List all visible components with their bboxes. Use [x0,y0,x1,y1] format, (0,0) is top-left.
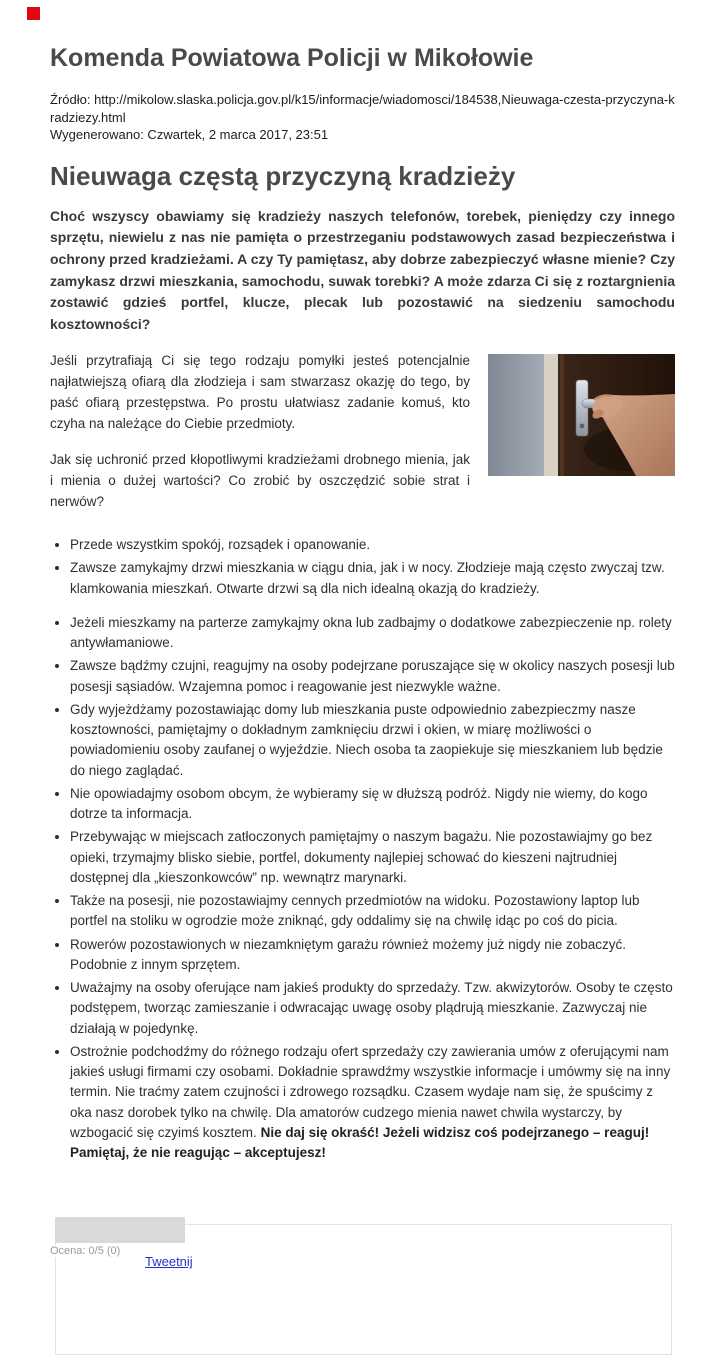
page-title: Komenda Powiatowa Policji w Mikołowie [50,44,534,72]
list-item [70,784,675,825]
bullet-text: Zawsze zamykajmy drzwi mieszkania w ciągu dnia, jak i w nocy. Złodzieje mają często zwyczaj tzw. klamkowania mieszkań. Otwarte drzwi są dla nich idealną okazją do kradzieży. [70,560,665,596]
red-marker [27,7,40,20]
bullet-text: Jeżeli mieszkamy na parterze zamykajmy okna lub zadbajmy o dodatkowe zabezpieczenie np. rolety antywłamaniowe. [70,614,672,651]
bullet-text: Przebywając w miejscach zatłoczonych pamiętajmy o naszym bagażu. Nie pozostawiajmy go bez opieki, trzymajmy blisko siebie, portfel, dokumenty najlepiej schować do kieszeni najtrudniej dostępnej dla „kieszonkowców” np. wewnątrz marynarki. [70,829,653,885]
list-item [70,558,675,599]
bullet-text: Zawsze bądźmy czujni, reagujmy na osoby podejrzane poruszające się w okolicy naszych posesji lub posesji sąsiadów. Wzajemna pomoc i reagowanie jest niezwykle ważne. [70,658,675,694]
bullet-groups [50,529,675,1163]
bullet-list [50,613,675,1164]
share-box [55,1224,672,1355]
list-item [70,656,675,697]
source-line: Źródło: http://mikolow.slaska.policja.gov.pl/k15/informacje/wiadomosci/184538,Nieuwaga-czesta-przyczyna-kradziezy.html [50,92,675,125]
list-item [70,935,675,976]
generated-line: Wygenerowano: Czwartek, 2 marca 2017, 23:51 [50,127,329,143]
list-item [70,978,675,1039]
article-lead: Choć wszyscy obawiamy się kradzieży naszych telefonów, torebek, pieniędzy czy innego sprzętu, niewielu z nas nie pamięta o przestrzeganiu podstawowych zasad bezpieczeństwa i ochrony przed kradzieżami. A czy Ty pamiętasz, aby dobrze zabezpieczyć własne mienie? Czy zamykasz drzwi mieszkania, samochodu, suwak torebki? A może zdarza Ci się z roztargnienia zostawić gdzieś portfel, klucze, plecak lub pozostawić na siedzeniu samochodu kosztowności? [50,207,675,333]
article-body [50,351,675,1164]
list-item [70,1042,675,1164]
list-item [70,535,675,555]
list-item [70,827,675,888]
rating-label: Ocena: 0/5 (0) [50,1245,124,1257]
door-photo-illustration [488,354,675,476]
list-item [70,891,675,932]
bullet-text: Rowerów pozostawionych w niezamkniętym garażu również możemy już nigdy nie zobaczyć. Podobnie z innym sprzętem. [70,936,626,972]
list-item [70,700,675,781]
article-paragraph: Jeśli przytrafiają Ci się tego rodzaju pomyłki jesteś potencjalnie najłatwiejszą ofiarą dla złodzieja i sam stwarzasz okazję do tego, by paść ofiarą przestępstwa. Po prostu ułatwiasz zadanie komuś, kto czyha na należące do Ciebie przedmioty. [50,352,470,431]
article-paragraph: Jak się uchronić przed kłopotliwymi kradzieżami drobnego mienia, jak i mienia o dużej wartości? Co zrobić by oszczędzić sobie strat i nerwów? [50,452,470,510]
tweet-link[interactable]: Tweetnij [145,1254,193,1270]
bullet-text: Ostrożnie podchodźmy do różnego rodzaju ofert sprzedaży czy zawierania umów z oferującymi nam jakieś usługi firmami czy osobami. Dokładnie sprawdźmy wszystkie informacje i umówmy się na inny termin. Nie traćmy zatem czujności i zdrowego rozsądku. Czasem wydaje nam się, że spuścimy z oka nasz dorobek tylko na chwilę. Dla amatorów cudzego mienia nawet chwila wystarczy, by wzbogacić się czyimś kosztem. [70,1043,671,1140]
bullet-list [50,535,675,599]
footer-area [50,1217,675,1357]
bullet-bold-text: Nie daj się okraść! Jeżeli widzisz coś podejrzanego – reaguj! Pamiętaj, że nie reagując – akceptujesz! [70,1124,650,1161]
bullet-text: Uważajmy na osoby oferujące nam jakieś produkty do sprzedaży. Tzw. akwizytorów. Osoby te często podstępem, tworząc zamieszanie i odwracając uwagę osoby plądrują mieszkanie. Zazwyczaj nie działają w pojedynkę. [70,980,673,1036]
bullet-text: Nie opowiadajmy osobom obcym, że wybieramy się w dłuższą podróż. Nigdy nie wiemy, do kogo dotrze ta informacja. [70,785,648,822]
bullet-text: Także na posesji, nie pozostawiajmy cennych przedmiotów na widoku. Pozostawiony laptop lub portfel na stoliku w ogrodzie może zniknąć, gdy oddalimy się na chwilę idąc po coś do picia. [70,893,640,929]
hand-on-door-handle-photo [488,354,675,476]
article-title: Nieuwaga częstą przyczyną kradzieży [50,160,516,191]
bullet-text: Przede wszystkim spokój, rozsądek i opanowanie. [70,537,371,553]
social-widget-placeholder[interactable] [55,1217,185,1243]
list-item [70,613,675,654]
bullet-text: Gdy wyjeżdżamy pozostawiając domy lub mieszkania puste odpowiednio zabezpieczmy nasze kosztowności, pamiętajmy o dokładnym zamknięciu drzwi i okien, w miarę możliwości o powiadomieniu osoby zaufanej o wyjeździe. Niech osoba ta zaopiekuje się mieszkaniem lub będzie do niego zaglądać. [70,701,663,778]
